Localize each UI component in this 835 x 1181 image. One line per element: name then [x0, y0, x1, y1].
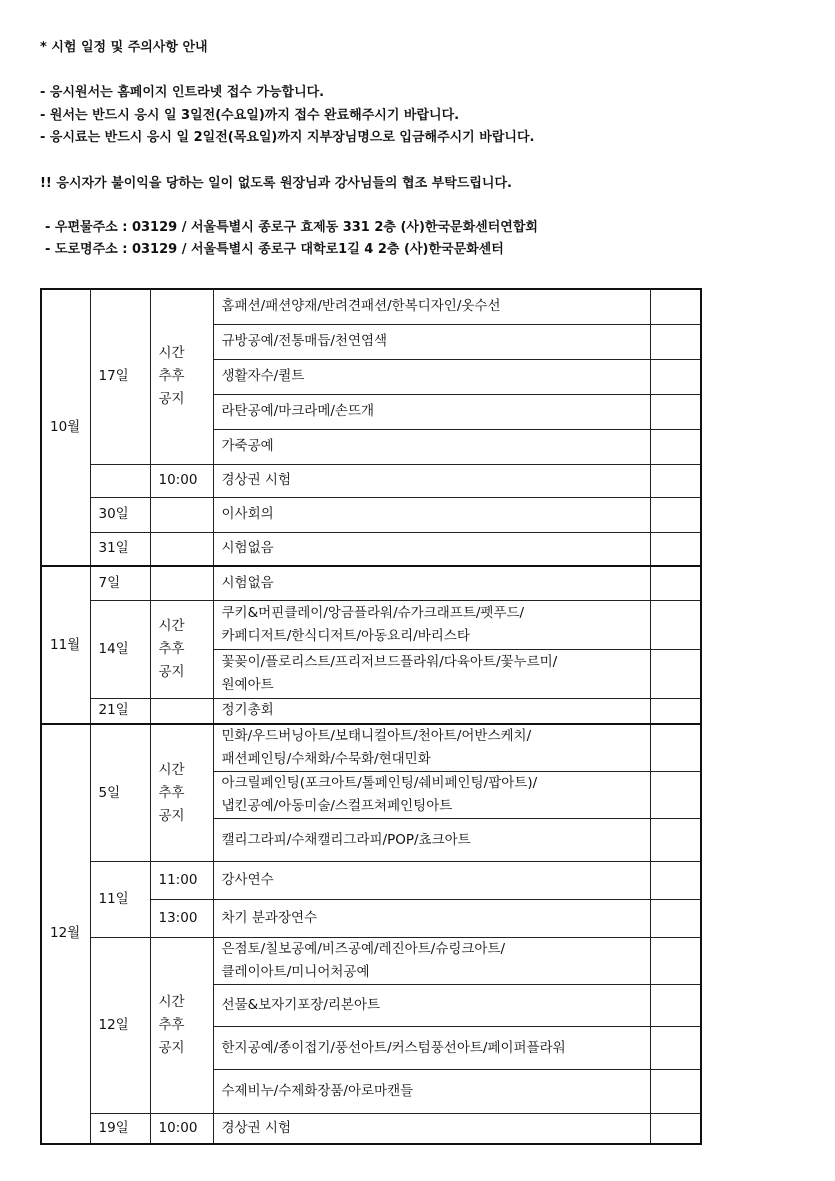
empty-cell [650, 649, 701, 698]
subject-cell: 꽃꽂이/플로리스트/프리저브드플라워/다육아트/꽃누르미/ 원예아트 [213, 649, 650, 698]
subject-cell: 차기 분과장연수 [213, 900, 650, 938]
empty-cell [650, 938, 701, 985]
empty-cell [650, 862, 701, 900]
subject-cell: 쿠키&머핀클레이/앙금플라워/슈가크래프트/펫푸드/ 카페디저트/한식디저트/아동요리/바리스타 [213, 600, 650, 649]
empty-cell [650, 394, 701, 429]
time-cell: 시간 추후 공지 [150, 938, 213, 1114]
time-cell [150, 566, 213, 600]
empty-cell [650, 289, 701, 324]
notice-warning: !! 응시자가 불이익을 당하는 일이 없도록 원장님과 강사님들의 협조 부탁드립니다. [40, 176, 512, 191]
subject-cell: 경상권 시험 [213, 1114, 650, 1144]
empty-cell [650, 1027, 701, 1070]
day-cell: 21일 [90, 698, 150, 724]
day-cell: 7일 [90, 566, 150, 600]
empty-cell [650, 1114, 701, 1144]
subject-cell: 아크릴페인팅(포크아트/톨페인팅/쉐비페인팅/팝아트)/ 냅킨공예/아동미술/스컬프쳐페인팅아트 [213, 772, 650, 819]
time-cell: 시간 추후 공지 [150, 289, 213, 464]
time-cell [150, 698, 213, 724]
subject-cell: 정기총회 [213, 698, 650, 724]
time-cell: 시간 추후 공지 [150, 724, 213, 862]
time-cell: 13:00 [150, 900, 213, 938]
time-cell: 시간 추후 공지 [150, 600, 213, 698]
subject-cell: 시험없음 [213, 566, 650, 600]
empty-cell [90, 464, 150, 497]
subject-cell: 강사연수 [213, 862, 650, 900]
day-cell: 19일 [90, 1114, 150, 1144]
day-cell: 12일 [90, 938, 150, 1114]
time-cell: 10:00 [150, 464, 213, 497]
subject-cell: 라탄공예/마크라메/손뜨개 [213, 394, 650, 429]
month-cell: 11월 [41, 566, 90, 724]
day-cell: 30일 [90, 497, 150, 532]
subject-cell: 선물&보자기포장/리본아트 [213, 985, 650, 1027]
notice-item-2: - 원서는 반드시 응시 일 3일전(수요일)까지 접수 완료해주시기 바랍니다. [40, 108, 460, 123]
empty-cell [650, 724, 701, 772]
time-cell: 11:00 [150, 862, 213, 900]
subject-cell: 한지공예/종이접기/풍선아트/커스텀풍선아트/페이퍼플라워 [213, 1027, 650, 1070]
notice-item-1: - 응시원서는 홈페이지 인트라넷 접수 가능합니다. [40, 85, 325, 100]
notice-item-3: - 응시료는 반드시 응시 일 2일전(목요일)까지 지부장님명으로 입금해주시기 바랍니다. [40, 130, 535, 145]
empty-cell [650, 698, 701, 724]
empty-cell [650, 985, 701, 1027]
day-cell: 5일 [90, 724, 150, 862]
empty-cell [650, 600, 701, 649]
subject-cell: 민화/우드버닝아트/보태니컬아트/천아트/어반스케치/ 패션페인팅/수채화/수묵화/현대민화 [213, 724, 650, 772]
day-cell: 31일 [90, 532, 150, 566]
month-cell: 10월 [41, 289, 90, 566]
empty-cell [650, 819, 701, 862]
time-cell [150, 532, 213, 566]
subject-cell: 은점토/칠보공예/비즈공예/레진아트/슈링크아트/ 클레이아트/미니어처공예 [213, 938, 650, 985]
day-cell: 14일 [90, 600, 150, 698]
empty-cell [650, 359, 701, 394]
subject-cell: 경상권 시험 [213, 464, 650, 497]
empty-cell [650, 1070, 701, 1114]
subject-cell: 시험없음 [213, 532, 650, 566]
time-cell [150, 497, 213, 532]
road-address: - 도로명주소 : 03129 / 서울특별시 종로구 대학로1길 4 2층 (사)한국문화센터 [45, 242, 504, 257]
subject-cell: 캘리그라피/수채캘리그라피/POP/쵸크아트 [213, 819, 650, 862]
subject-cell: 가죽공예 [213, 429, 650, 464]
subject-cell: 생활자수/퀼트 [213, 359, 650, 394]
empty-cell [650, 324, 701, 359]
empty-cell [650, 772, 701, 819]
postal-address: - 우편물주소 : 03129 / 서울특별시 종로구 효제동 331 2층 (사)한국문화센터연합회 [45, 220, 538, 235]
subject-cell: 규방공예/전통매듭/천연염색 [213, 324, 650, 359]
empty-cell [650, 532, 701, 566]
day-cell: 17일 [90, 289, 150, 464]
month-cell: 12월 [41, 724, 90, 1144]
subject-cell: 이사회의 [213, 497, 650, 532]
subject-cell: 수제비누/수제화장품/아로마캔들 [213, 1070, 650, 1114]
empty-cell [650, 900, 701, 938]
subject-cell: 홈패션/패션양재/반려견패션/한복디자인/옷수선 [213, 289, 650, 324]
empty-cell [650, 497, 701, 532]
empty-cell [650, 429, 701, 464]
notice-heading: * 시험 일정 및 주의사항 안내 [40, 40, 208, 55]
empty-cell [650, 464, 701, 497]
time-cell: 10:00 [150, 1114, 213, 1144]
schedule-table [40, 288, 702, 1145]
empty-cell [650, 566, 701, 600]
day-cell: 11일 [90, 862, 150, 938]
